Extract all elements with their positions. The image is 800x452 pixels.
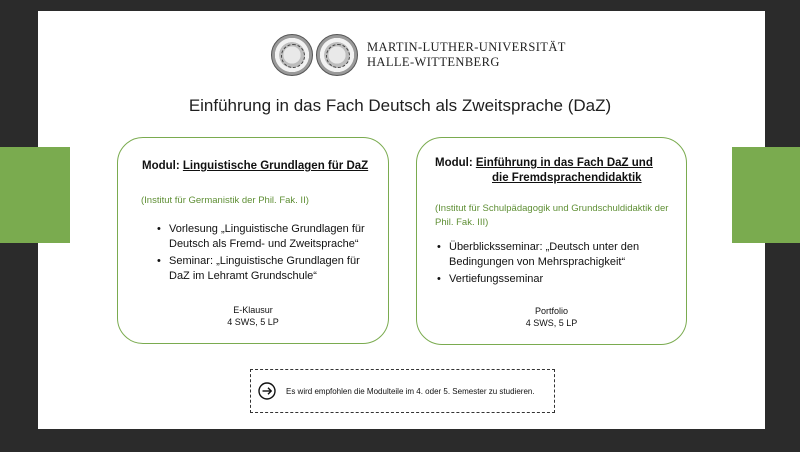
arrow-right-circle-icon <box>258 382 276 400</box>
university-logo <box>271 33 566 77</box>
left-accent-bar <box>0 147 70 243</box>
module-name-line2: die Fremdsprachendidaktik <box>492 172 642 184</box>
university-seal-icon <box>316 34 358 76</box>
module-prefix: Modul: <box>142 160 183 172</box>
module-name: Linguistische Grundlagen für DaZ <box>182 160 369 172</box>
right-accent-bar <box>732 147 800 243</box>
module-course-list <box>157 222 382 286</box>
module-assessment <box>118 304 388 328</box>
university-name-line1: MARTIN-LUTHER-UNIVERSITÄT <box>367 40 566 54</box>
page-title: Einführung in das Fach Deutsch als Zweitsprache (DaZ) <box>188 96 612 115</box>
recommendation-note <box>250 369 555 413</box>
module-institute: (Institut für Schulpädagogik und Grundschuldidaktik der Phil. Fak. III) <box>435 203 669 228</box>
module-card-daz-introduction <box>416 137 687 345</box>
module-course-list <box>437 240 679 289</box>
module-assessment <box>417 305 686 329</box>
module-heading <box>142 160 368 172</box>
list-item: • Vorlesung „Linguistische Grundlagen für Deutsch als Fremd- und Zweitsprache“ <box>157 222 382 252</box>
module-credits: 4 SWS, 5 LP <box>227 317 279 327</box>
module-name-line1: Einführung in das Fach DaZ und <box>475 157 653 169</box>
module-prefix: Modul: <box>435 157 476 169</box>
university-seal-icon <box>271 34 313 76</box>
recommendation-text: Es wird empfohlen die Modulteile im 4. oder 5. Semester zu studieren. <box>286 386 535 396</box>
list-item: • Vertiefungsseminar <box>437 272 679 287</box>
list-item: • Überblicksseminar: „Deutsch unter den Bedingungen von Mehrsprachigkeit“ <box>437 240 679 270</box>
module-heading <box>435 156 680 186</box>
module-institute: (Institut für Germanistik der Phil. Fak. II) <box>141 195 309 206</box>
university-name-line2: HALLE-WITTENBERG <box>367 55 500 69</box>
module-credits: 4 SWS, 5 LP <box>525 318 578 328</box>
module-exam: Portfolio <box>534 306 569 316</box>
module-card-linguistics <box>117 137 389 344</box>
university-name <box>367 40 566 70</box>
list-item: • Seminar: „Linguistische Grundlagen für DaZ im Lehramt Grundschule“ <box>157 254 382 284</box>
module-exam: E-Klausur <box>233 305 273 315</box>
